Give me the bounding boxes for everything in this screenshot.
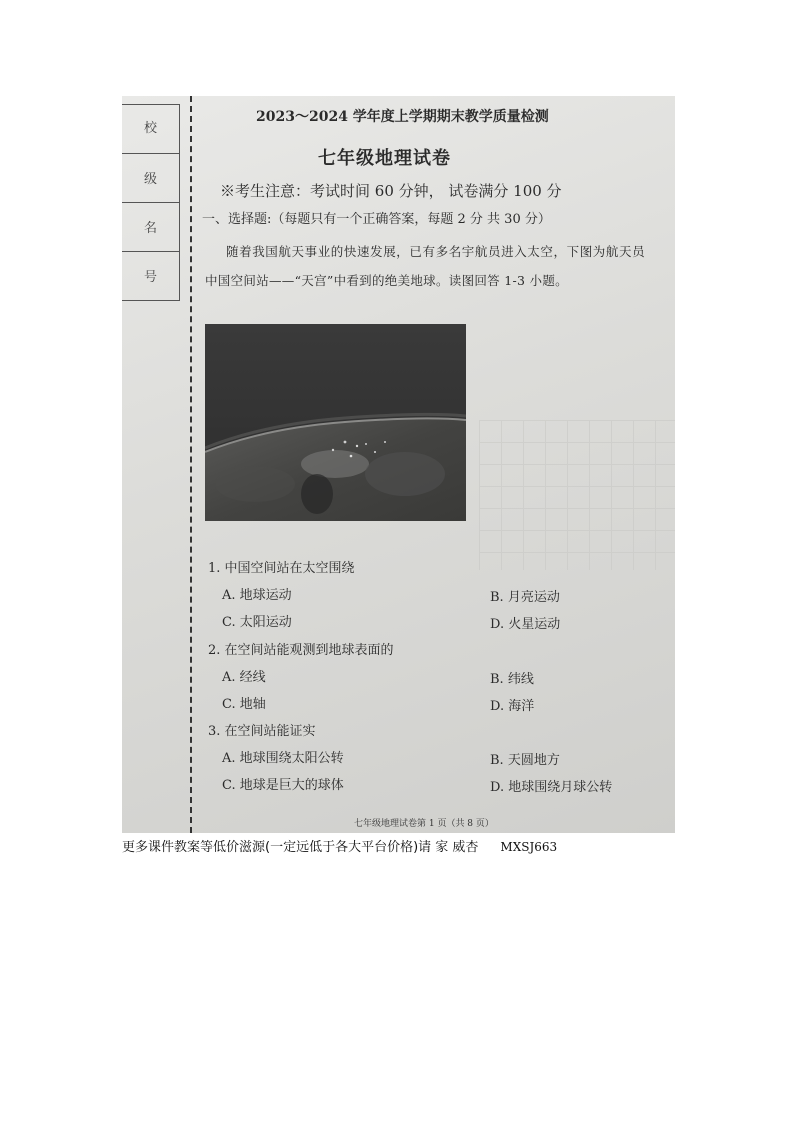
question-3-option-c: C. 地球是巨大的球体 [222,778,344,793]
question-3-option-a: A. 地球围绕太阳公转 [222,751,344,766]
bleed-through-grid [479,420,675,570]
question-2-option-a: A. 经线 [222,670,266,685]
school-field: 校 [122,105,180,154]
question-1-option-a: A. 地球运动 [222,588,292,603]
earth-from-space-photo [205,324,466,521]
student-info-table [122,104,180,301]
earth-horizon-image [205,324,466,521]
section-heading: 一、选择题:（每题只有一个正确答案，每题 2 分 共 30 分） [202,212,551,227]
question-2-option-c: C. 地轴 [222,697,266,712]
exam-paper-photo [122,96,675,833]
intro-text-line1: 随着我国航天事业的快速发展，已有多名宇航员进入太空，下图为航天员 [226,244,646,259]
question-1-stem: 1. 中国空间站在太空围绕 [208,561,355,576]
name-field: 名 [122,203,180,252]
binding-dashed-line [190,96,192,833]
class-field: 级 [122,154,180,203]
question-2-option-d: D. 海洋 [490,699,535,714]
question-1-option-c: C. 太阳运动 [222,615,292,630]
exam-title: 2023～2024 学年度上学期期末教学质量检测 [256,109,549,125]
intro-text-line2: 中国空间站——“天宫”中看到的绝美地球。读图回答 1-3 小题。 [205,273,568,288]
question-3-option-d: D. 地球围绕月球公转 [490,780,613,795]
question-3-option-b: B. 天圆地方 [490,753,560,768]
promo-text: 更多课件教案等低价滋源(一定远低于各大平台价格)请 家 威杏 [122,840,479,855]
question-2-stem: 2. 在空间站能观测到地球表面的 [208,643,394,658]
question-3-stem: 3. 在空间站能证实 [208,724,316,739]
question-1-option-b: B. 月亮运动 [490,590,560,605]
exam-subject-title: 七年级地理试卷 [318,148,451,169]
question-2-option-b: B. 纬线 [490,672,534,687]
page-footer: 七年级地理试卷第 1 页（共 8 页） [354,819,494,829]
promo-caption [122,836,557,855]
promo-code: MXSJ663 [500,840,558,854]
question-1-option-d: D. 火星运动 [490,617,561,632]
exam-notice: ※考生注意：考试时间 60 分钟， 试卷满分 100 分 [220,182,562,200]
number-field: 号 [122,252,180,301]
